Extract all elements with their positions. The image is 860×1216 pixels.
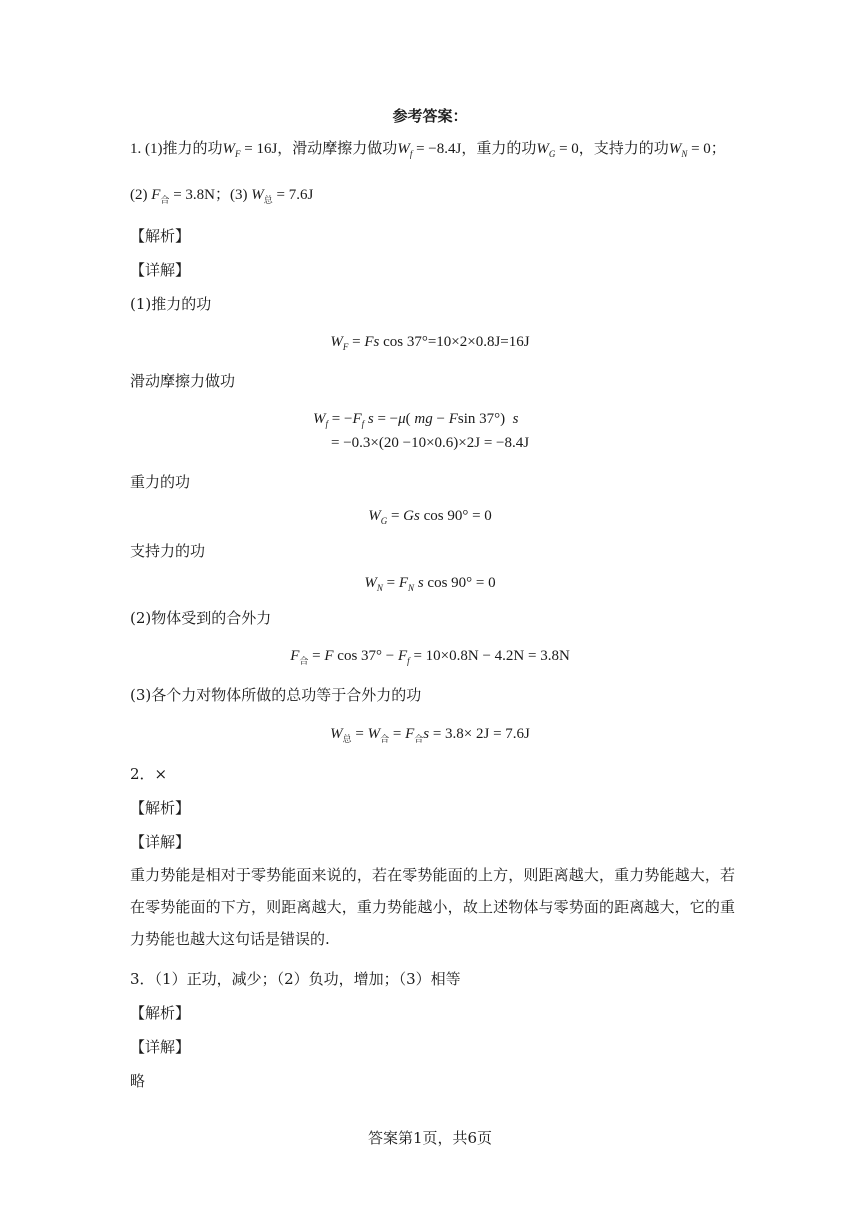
q1-summary-line1: 1. (1)推力的功$W_F = 16J$，滑动摩擦力做功$W_f = -8.4J$，重力的功$W_G = 0$，支持力的功$W_N = 0$； — [130, 141, 726, 159]
q2-detail-label: 【详解】 — [130, 833, 191, 851]
q1-friction-heading: 滑动摩擦力做功 — [130, 372, 236, 390]
eq-gravity-work: $W_G = Gs$ cos 90° = 0 — [368, 508, 492, 526]
eq-friction-line1: $W_f = -F_f$ s = −μ( mg − Fsin 37°) s — [313, 411, 519, 429]
q3-detail-label: 【详解】 — [130, 1038, 191, 1056]
eq-support-work: $W_N = F_N$ s cos 90° = 0 — [364, 575, 496, 593]
q1-part3-heading: (3)各个力对物体所做的总功等于合外力的功 — [130, 686, 422, 704]
q1-gravity-heading: 重力的功 — [130, 473, 191, 491]
q1-part1-heading: (1)推力的功 — [130, 295, 212, 313]
q2-explanation: 重力势能是相对于零势能面来说的，若在零势能面的上方，则距离越大，重力势能越大，若在零势能面的下方，则距离越大，重力势能越小，故上述物体与零势面的距离越大，它的重力势能也越大这句话是错误的. — [130, 866, 735, 948]
eq-push-work: $W_F = Fs$ cos 37°=10×2×0.8J=16J — [330, 334, 530, 352]
page-footer: 答案第1页，共6页 — [367, 1129, 493, 1147]
eq-net-force: $F_合 = F$ $\cos 37^\circ - F_f = 10\times 0.8N - 4.2N = 3.8N$ — [290, 648, 570, 666]
page-title: 参考答案： — [392, 107, 468, 125]
q3-explanation: 略 — [130, 1072, 146, 1090]
q1-support-heading: 支持力的功 — [130, 542, 206, 560]
q1-analysis-label: 【解析】 — [130, 227, 191, 245]
eq-total-work: $W_总 = W_合 = F_合s = 3.8\times 2J = 7.6J$ — [330, 726, 530, 744]
q1-summary-line2: (2) $F_合 = 3.8N$；(3) $W_总 = 7.6J$ — [130, 187, 314, 205]
q2-analysis-label: 【解析】 — [130, 799, 191, 817]
q1-part2-heading: (2)物体受到的合外力 — [130, 609, 272, 627]
q3-answer: 3．（1）正功，减少；（2）负功，增加；（3）相等 — [130, 970, 461, 988]
q3-analysis-label: 【解析】 — [130, 1004, 191, 1022]
q2-answer: 2．× — [130, 765, 168, 783]
q1-detail-label: 【详解】 — [130, 261, 191, 279]
eq-friction-line2: = −0.3×(20 −10×0.6)×2J = −8.4J — [331, 435, 530, 451]
